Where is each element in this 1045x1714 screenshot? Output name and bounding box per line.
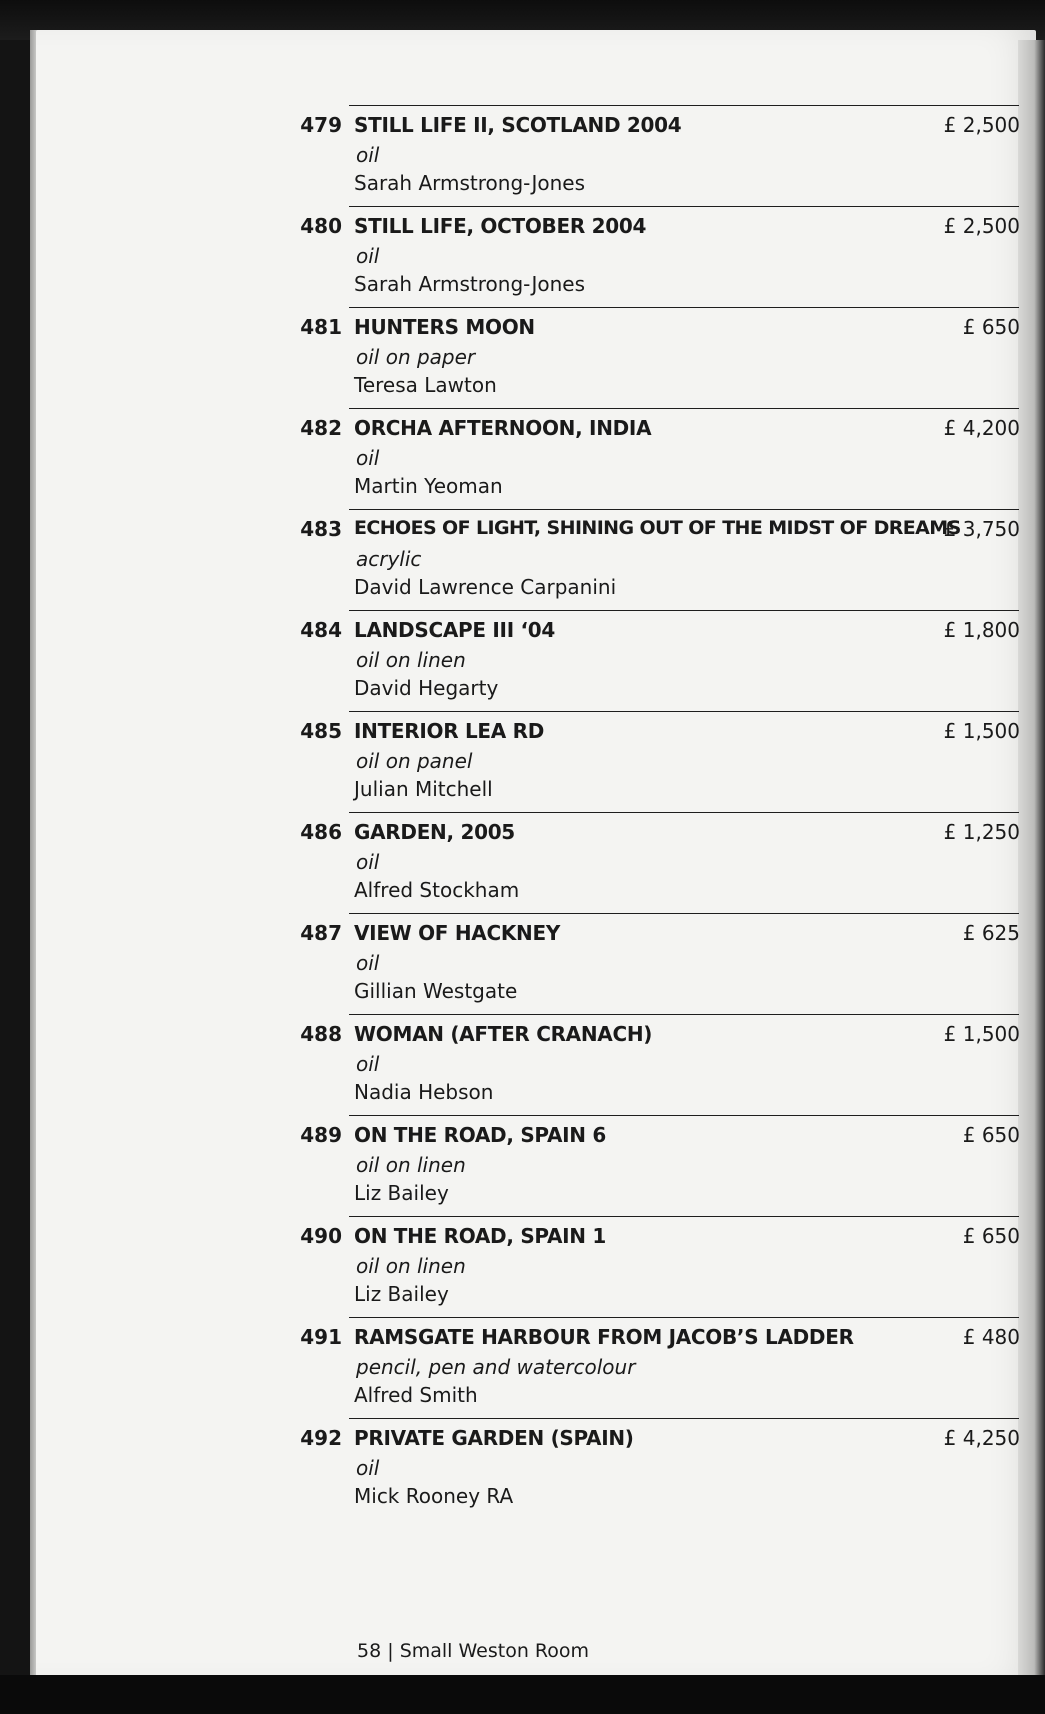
entry-medium: oil — [356, 143, 380, 167]
entry-divider — [349, 1014, 1019, 1015]
entry-artist: David Lawrence Carpanini — [354, 575, 617, 599]
entry-number: 487 — [300, 921, 342, 945]
entry-medium: oil — [356, 244, 380, 268]
entry-title: HUNTERS MOON — [354, 315, 535, 339]
section-name: Small Weston Room — [399, 1640, 590, 1662]
entry-divider — [349, 105, 1019, 106]
page-footer — [357, 1640, 589, 1662]
entry-artist: Teresa Lawton — [354, 373, 497, 397]
entry-divider — [349, 1418, 1019, 1419]
catalogue-entry — [0, 206, 1045, 307]
entry-title: LANDSCAPE III ‘04 — [354, 618, 556, 642]
entry-divider — [349, 1216, 1019, 1217]
background-bottom — [0, 1675, 1045, 1714]
entry-medium: oil on paper — [356, 345, 476, 369]
entry-medium: oil — [356, 850, 380, 874]
entry-number: 479 — [300, 113, 342, 137]
entry-title: GARDEN, 2005 — [354, 820, 515, 844]
entry-artist: Sarah Armstrong-Jones — [354, 171, 586, 195]
entry-divider — [349, 1317, 1019, 1318]
entry-number: 486 — [300, 820, 342, 844]
entry-number: 481 — [300, 315, 342, 339]
entry-artist: Julian Mitchell — [354, 777, 493, 801]
catalogue-entry — [0, 913, 1045, 1014]
entry-artist: Mick Rooney RA — [354, 1484, 514, 1508]
entry-number: 488 — [300, 1022, 342, 1046]
catalogue-entry — [0, 105, 1045, 206]
entry-number: 485 — [300, 719, 342, 743]
entry-title: STILL LIFE II, SCOTLAND 2004 — [354, 113, 682, 137]
entry-price: £ 1,250 — [943, 820, 1020, 844]
entry-medium: oil on linen — [356, 1153, 466, 1177]
entry-price: £ 625 — [962, 921, 1020, 945]
entry-divider — [349, 307, 1019, 308]
entry-artist: Alfred Stockham — [354, 878, 520, 902]
entry-medium: oil — [356, 446, 380, 470]
entry-title: ON THE ROAD, SPAIN 6 — [354, 1123, 606, 1147]
entry-divider — [349, 913, 1019, 914]
entry-artist: Martin Yeoman — [354, 474, 503, 498]
catalogue-entry — [0, 610, 1045, 711]
catalogue-entry — [0, 509, 1045, 610]
entry-medium: acrylic — [356, 547, 422, 571]
entry-divider — [349, 711, 1019, 712]
entry-number: 484 — [300, 618, 342, 642]
entry-number: 489 — [300, 1123, 342, 1147]
entry-divider — [349, 1115, 1019, 1116]
catalogue-entry — [0, 408, 1045, 509]
entry-divider — [349, 206, 1019, 207]
entry-price: £ 650 — [962, 1123, 1020, 1147]
entry-title: ON THE ROAD, SPAIN 1 — [354, 1224, 606, 1248]
entry-medium: oil — [356, 951, 380, 975]
entry-divider — [349, 610, 1019, 611]
catalogue-entry — [0, 1216, 1045, 1317]
entry-number: 483 — [300, 517, 342, 541]
entry-artist: Nadia Hebson — [354, 1080, 494, 1104]
entry-price: £ 2,500 — [943, 214, 1020, 238]
catalogue-entry — [0, 1317, 1045, 1418]
entry-title: INTERIOR LEA RD — [354, 719, 545, 743]
entry-number: 482 — [300, 416, 342, 440]
entry-price: £ 480 — [962, 1325, 1020, 1349]
entry-price: £ 650 — [962, 315, 1020, 339]
entry-number: 490 — [300, 1224, 342, 1248]
entry-divider — [349, 509, 1019, 510]
entry-title: VIEW OF HACKNEY — [354, 921, 561, 945]
entry-price: £ 4,200 — [943, 416, 1020, 440]
entry-medium: oil on linen — [356, 1254, 466, 1278]
entry-price: £ 2,500 — [943, 113, 1020, 137]
entry-title: STILL LIFE, OCTOBER 2004 — [354, 214, 647, 238]
entry-price: £ 1,500 — [943, 1022, 1020, 1046]
catalogue-entry — [0, 812, 1045, 913]
entry-divider — [349, 812, 1019, 813]
footer-separator: | — [387, 1640, 394, 1662]
entry-artist: Sarah Armstrong-Jones — [354, 272, 586, 296]
entry-medium: oil on panel — [356, 749, 473, 773]
entry-artist: Liz Bailey — [354, 1181, 449, 1205]
entry-price: £ 3,750 — [943, 517, 1020, 541]
entry-medium: oil on linen — [356, 648, 466, 672]
entry-medium: oil — [356, 1456, 380, 1480]
entry-number: 492 — [300, 1426, 342, 1450]
entry-title: ECHOES OF LIGHT, SHINING OUT OF THE MIDST OF DREAMS — [354, 517, 961, 539]
page-number: 58 — [357, 1640, 382, 1662]
entry-title: ORCHA AFTERNOON, INDIA — [354, 416, 652, 440]
entry-title: RAMSGATE HARBOUR FROM JACOB’S LADDER — [354, 1325, 854, 1349]
entry-medium: oil — [356, 1052, 380, 1076]
entry-medium: pencil, pen and watercolour — [356, 1355, 636, 1379]
entry-artist: David Hegarty — [354, 676, 499, 700]
catalogue-entry — [0, 307, 1045, 408]
catalogue-entry — [0, 711, 1045, 812]
entry-title: WOMAN (AFTER CRANACH) — [354, 1022, 653, 1046]
catalogue-entry — [0, 1418, 1045, 1519]
entry-artist: Gillian Westgate — [354, 979, 518, 1003]
entry-price: £ 650 — [962, 1224, 1020, 1248]
entry-divider — [349, 408, 1019, 409]
entry-price: £ 1,800 — [943, 618, 1020, 642]
entry-number: 480 — [300, 214, 342, 238]
catalogue-entry — [0, 1115, 1045, 1216]
entry-number: 491 — [300, 1325, 342, 1349]
entry-artist: Alfred Smith — [354, 1383, 478, 1407]
entry-artist: Liz Bailey — [354, 1282, 449, 1306]
entry-title: PRIVATE GARDEN (SPAIN) — [354, 1426, 634, 1450]
entry-price: £ 4,250 — [943, 1426, 1020, 1450]
entry-price: £ 1,500 — [943, 719, 1020, 743]
catalogue-entry — [0, 1014, 1045, 1115]
